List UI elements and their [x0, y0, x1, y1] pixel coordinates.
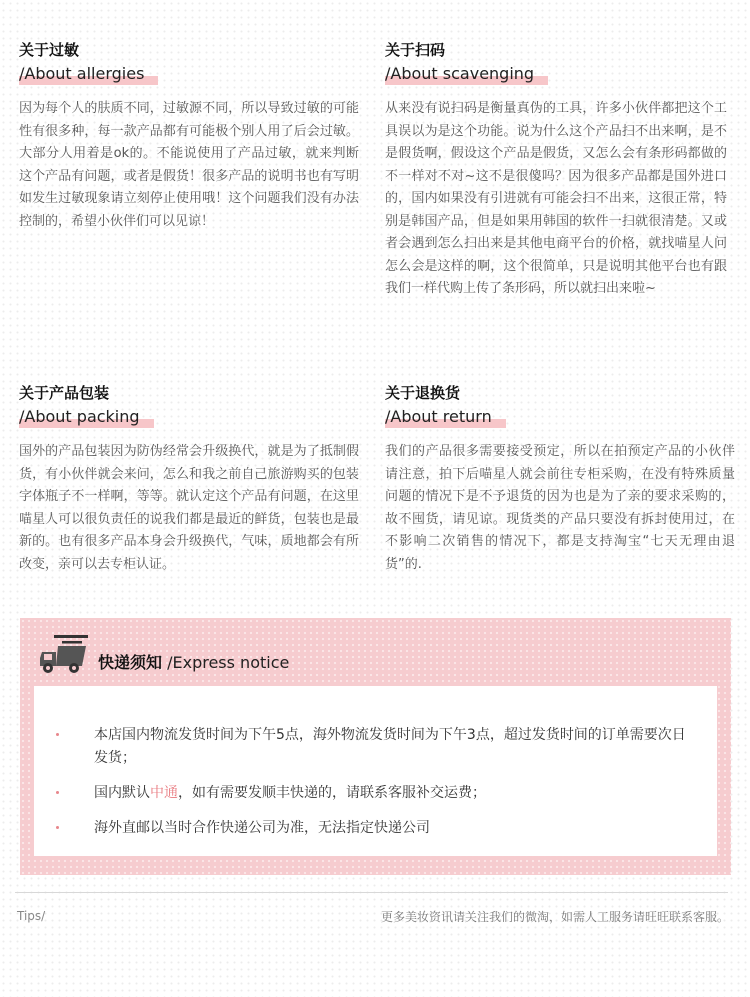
delivery-truck-icon: [38, 632, 90, 676]
section-packing: [19, 383, 359, 576]
section-return: [385, 383, 735, 576]
footer-text: 更多美妆资讯请关注我们的微淘，如需人工服务请旺旺联系客服。: [380, 910, 729, 924]
section-title: 关于退换货: [385, 384, 461, 402]
section-title: 关于产品包装: [19, 384, 110, 402]
list-item: 国内默认中通，如有需要发顺丰快递的，请联系客服补交运费；: [56, 782, 696, 805]
section-subtitle: /About allergies: [19, 64, 152, 84]
section-subtitle: /About return: [385, 407, 500, 427]
express-notice-panel: [20, 618, 731, 875]
section-body: 因为每个人的肤质不同，过敏源不同，所以导致过敏的可能性有很多种，每一款产品都有可能极个别人用了后会过敏。大部分人用着是ok的。不能说使用了产品过敏，就来判断这个产品有问题，或者是假货！很多产品的说明书也有写明如发生过敏现象请立刻停止使用哦！这个问题我们没有办法控制的，希望小伙伴们可以见谅！: [19, 101, 359, 229]
list-item: 本店国内物流发货时间为下午5点，海外物流发货时间为下午3点，超过发货时间的订单需要次日发货；: [56, 724, 696, 770]
courier-highlight: 中通: [150, 785, 178, 801]
section-subtitle: /About packing: [19, 407, 148, 427]
section-title: 关于过敏: [19, 41, 80, 59]
section-body: 国外的产品包装因为防伪经常会升级换代，就是为了抵制假货，有小伙伴就会来问，怎么和我之前自己旅游购买的包装字体瓶子不一样啊，等等。就认定这个产品有问题，在这里喵星人可以很负责任的说我们都是最近的鲜货，包装也是最新的。也有很多产品本身会升级换代，气味，质地都会有所改变，亲可以去专柜认证。: [19, 444, 359, 572]
section-body: 我们的产品很多需要接受预定，所以在拍预定产品的小伙伴请注意，拍下后喵星人就会前往专柜采购，在没有特殊质量问题的情况下是不予退货的因为也是为了亲的要求采购的，故不囤货，请见谅。现货类的产品只要没有拆封使用过，在不影响二次销售的情况下，都是支持淘宝“七天无理由退货”的.: [385, 444, 735, 572]
tips-label: Tips/: [17, 909, 46, 923]
section-scanning: [385, 40, 727, 301]
section-body: 从来没有说扫码是衡量真伪的工具，许多小伙伴都把这个工具误以为是这个功能。说为什么这个产品扫不出来啊，是不是假货啊，假设这个产品是假货，又怎么会有条形码都做的不一样对不对~这不是很傻吗？因为很多产品都是国外进口的，国内如果没有引进就有可能会扫不出来，这很正常，特别是韩国产品，但是如果用韩国的软件一扫就很清楚。又或者会遇到怎么扫出来是其他电商平台的价格，就找喵星人问怎么会是这样的啊，这个很简单，只是说明其他平台也有跟我们一样代购上传了条形码，所以就扫出来啦~: [385, 101, 727, 296]
notice-list: [56, 724, 696, 852]
section-title: 关于扫码: [385, 41, 446, 59]
list-item: 海外直邮以当时合作快递公司为准，无法指定快递公司: [56, 817, 696, 840]
notice-title: 快递须知 /Express notice: [98, 653, 290, 672]
footer-divider: [15, 892, 728, 893]
section-subtitle: /About scavenging: [385, 64, 542, 84]
section-allergies: [19, 40, 359, 233]
notice-content: [34, 686, 717, 856]
